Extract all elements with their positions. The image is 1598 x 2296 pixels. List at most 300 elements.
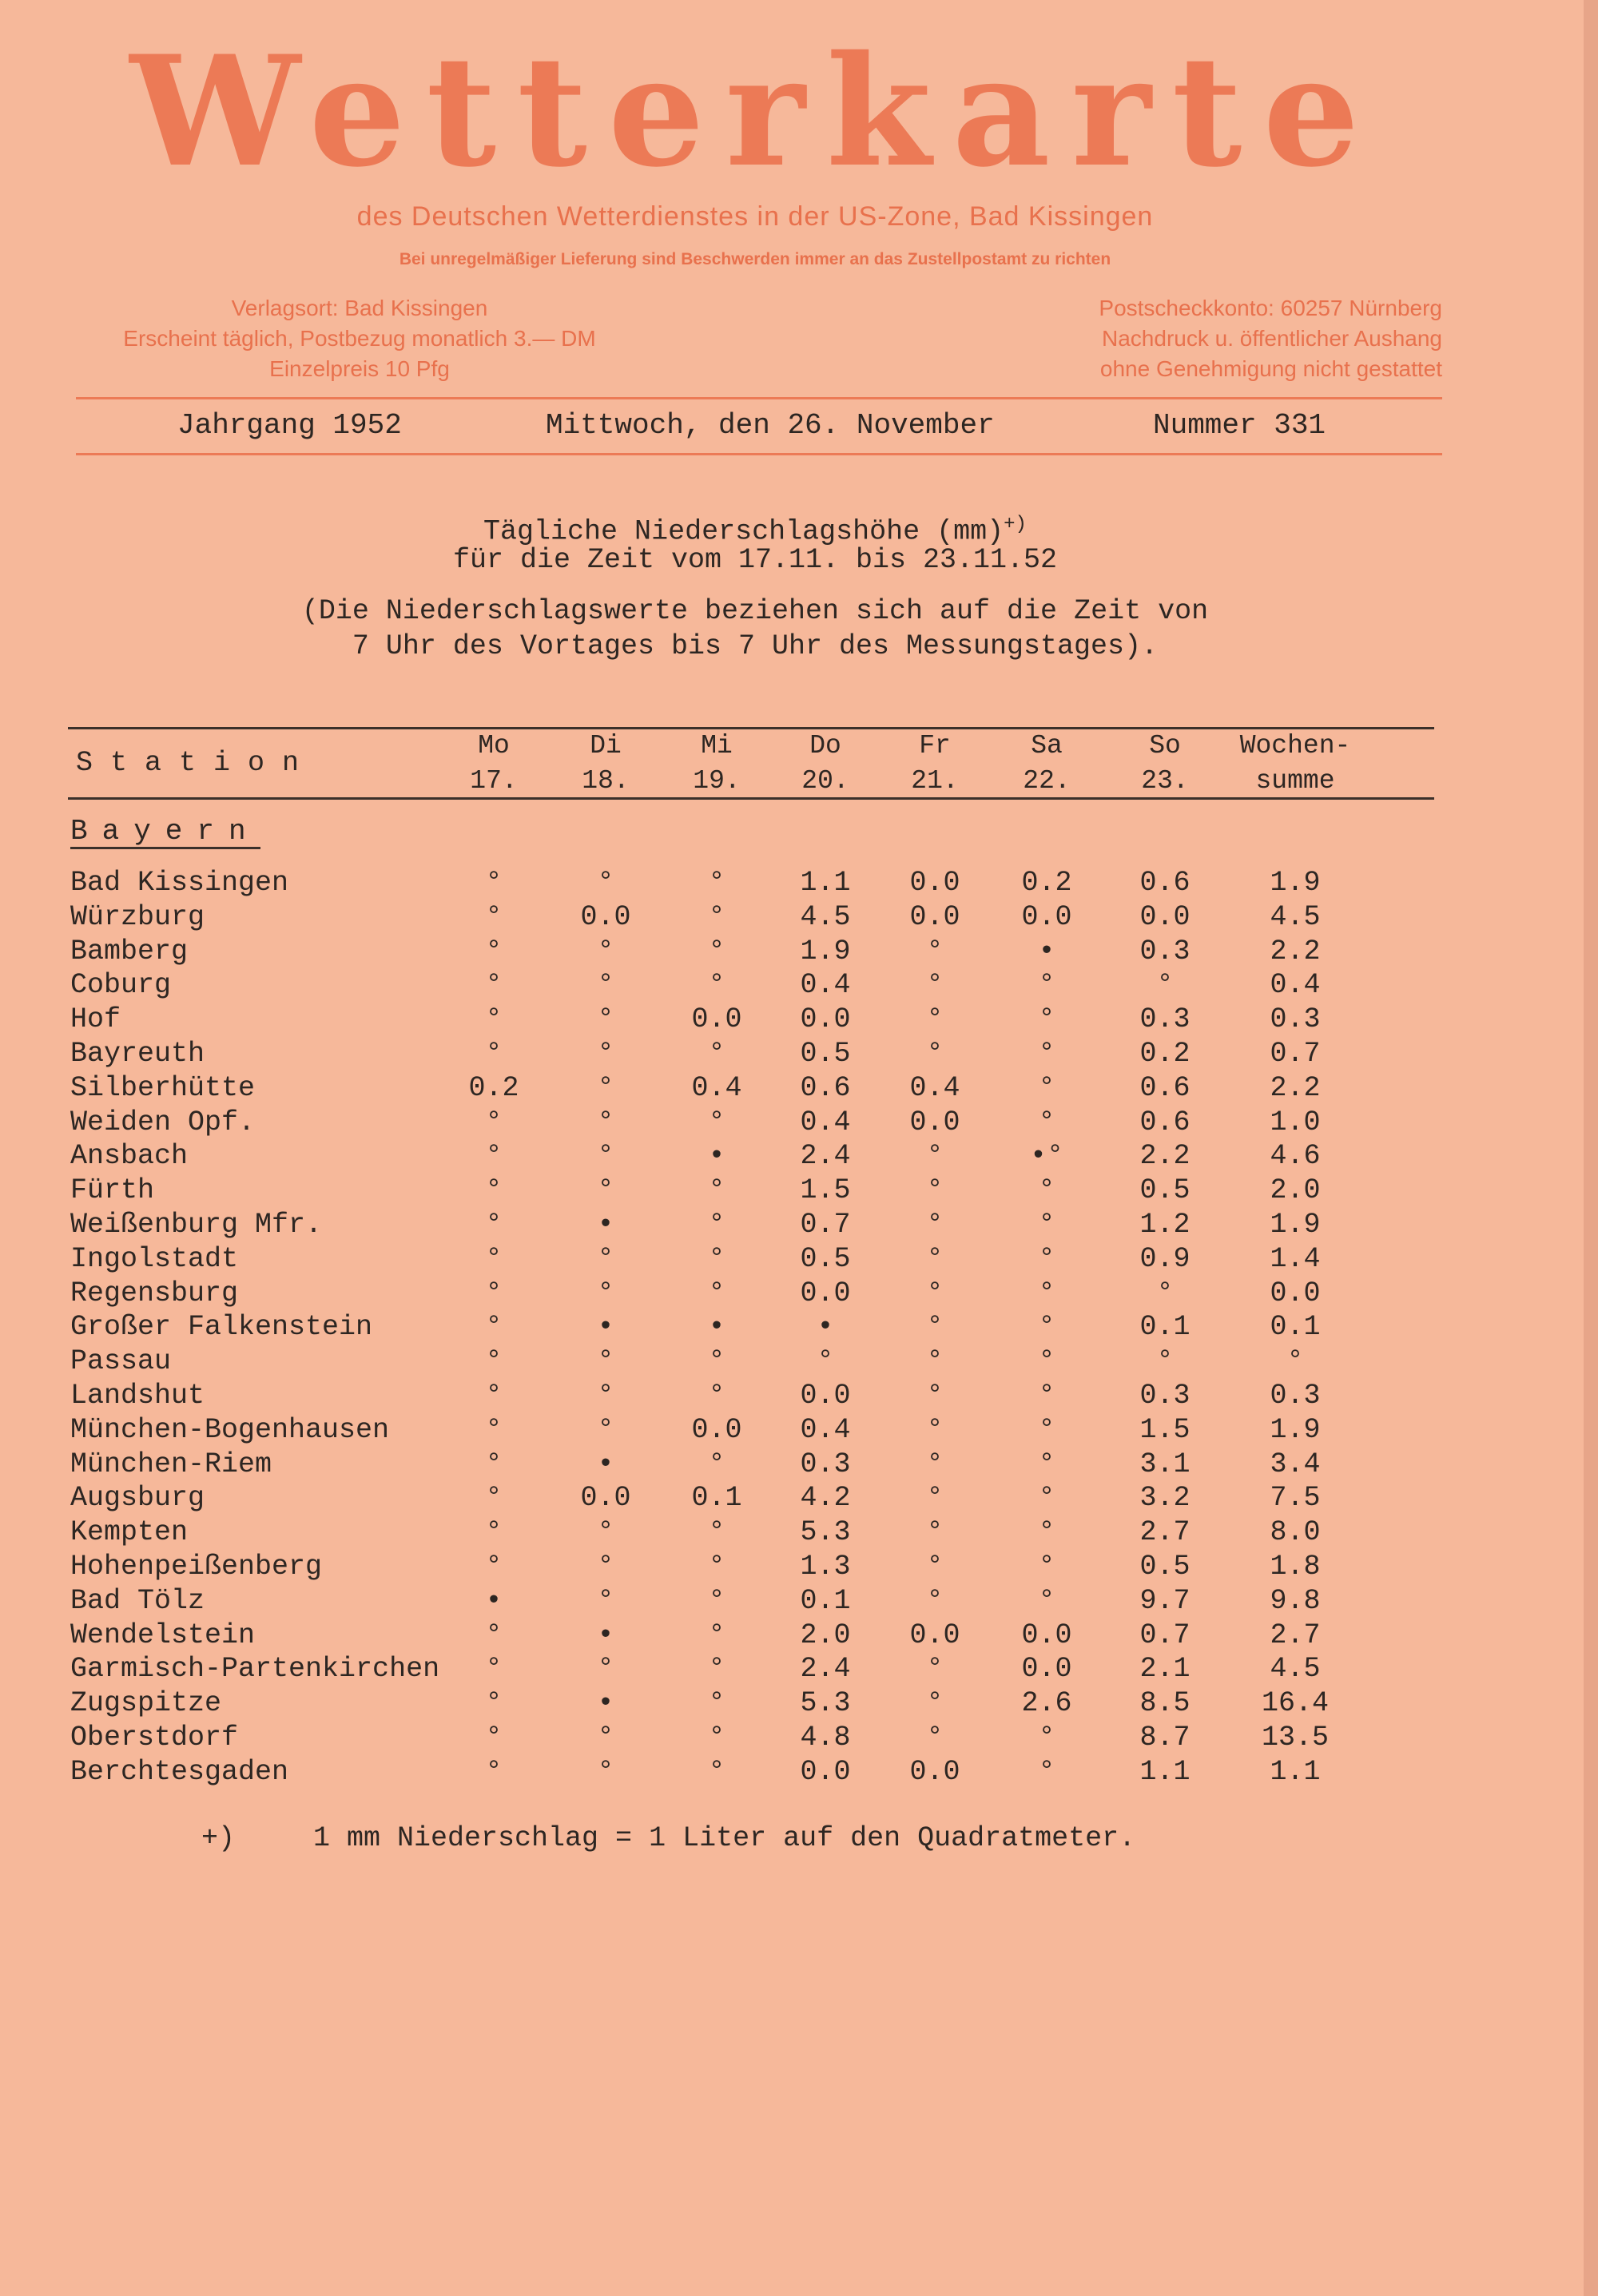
- table-row: [0, 1619, 1510, 1652]
- intro-note-1: (Die Niederschlagswerte beziehen sich auf die Zeit von: [301, 595, 1209, 627]
- precip-cell: 2.0: [800, 1619, 851, 1651]
- precip-cell: °: [597, 1174, 614, 1206]
- precip-cell: °: [597, 969, 614, 1001]
- station-name: Landshut: [70, 1380, 205, 1412]
- table-row: [0, 1755, 1510, 1789]
- precip-cell: °: [1038, 1174, 1055, 1206]
- station-name: Großer Falkenstein: [70, 1311, 373, 1343]
- precip-cell: 0.4: [800, 969, 851, 1001]
- footnote-mark: +): [201, 1822, 236, 1854]
- column-header-date: summe: [1255, 766, 1335, 796]
- weekly-sum-cell: 0.3: [1270, 1003, 1321, 1035]
- precip-cell: °: [1038, 1551, 1055, 1583]
- precip-cell: °: [708, 1619, 725, 1651]
- precip-cell: °: [708, 1174, 725, 1206]
- precip-cell: °: [1038, 1482, 1055, 1514]
- masthead-subtitle: des Deutschen Wetterdienstes in der US-Zone, Bad Kissingen: [356, 201, 1154, 232]
- table-row: [0, 1515, 1510, 1549]
- precip-cell: 0.3: [1139, 1003, 1191, 1035]
- precip-cell: °: [485, 1551, 503, 1583]
- precip-cell: °: [926, 1003, 944, 1035]
- precip-cell: °: [1038, 1516, 1055, 1548]
- precip-cell: 0.0: [691, 1003, 742, 1035]
- precip-cell: °: [708, 1687, 725, 1719]
- precip-cell: 0.6: [1139, 867, 1191, 899]
- precip-cell: •: [485, 1585, 503, 1617]
- precip-cell: °: [597, 1277, 614, 1309]
- precip-cell: °: [708, 1038, 725, 1070]
- precip-cell: 0.0: [800, 1277, 851, 1309]
- intro-note-2: 7 Uhr des Vortages bis 7 Uhr des Messungstages).: [352, 630, 1159, 662]
- region-heading: Bayern: [70, 815, 260, 848]
- column-header-date: 19.: [693, 766, 741, 796]
- station-name: Weißenburg Mfr.: [70, 1209, 323, 1241]
- precip-cell: °: [708, 1448, 725, 1480]
- station-name: Silberhütte: [70, 1072, 256, 1104]
- precip-cell: •: [597, 1687, 614, 1719]
- precip-cell: °: [1038, 1072, 1055, 1104]
- column-header-date: 20.: [801, 766, 849, 796]
- precip-cell: °: [597, 1003, 614, 1035]
- column-header-date: 18.: [582, 766, 630, 796]
- precip-cell: °: [1038, 1345, 1055, 1377]
- precip-cell: •: [597, 1448, 614, 1480]
- weekly-sum-cell: 9.8: [1270, 1585, 1321, 1617]
- weekly-sum-cell: 1.4: [1270, 1243, 1321, 1275]
- precip-cell: 2.6: [1021, 1687, 1072, 1719]
- precip-cell: °: [1038, 1038, 1055, 1070]
- weekly-sum-cell: 4.6: [1270, 1140, 1321, 1172]
- precip-cell: 0.1: [691, 1482, 742, 1514]
- column-header-date: 22.: [1023, 766, 1071, 796]
- weekly-sum-cell: 7.5: [1270, 1482, 1321, 1514]
- table-row: [0, 935, 1510, 968]
- weekly-sum-cell: 1.9: [1270, 1414, 1321, 1446]
- table-row: [0, 1106, 1510, 1139]
- precip-cell: 4.2: [800, 1482, 851, 1514]
- table-row: [0, 900, 1510, 934]
- precip-cell: °: [485, 1722, 503, 1754]
- weekly-sum-cell: 2.2: [1270, 935, 1321, 967]
- precip-cell: °: [485, 1003, 503, 1035]
- weekly-sum-cell: 0.0: [1270, 1277, 1321, 1309]
- precip-cell: °: [597, 1722, 614, 1754]
- station-name: Kempten: [70, 1516, 189, 1548]
- precip-cell: 0.2: [468, 1072, 519, 1104]
- table-row: [0, 1686, 1510, 1720]
- precip-cell: 0.3: [1139, 935, 1191, 967]
- precip-cell: °: [485, 1448, 503, 1480]
- precip-cell: °: [926, 1243, 944, 1275]
- footnote-text: 1 mm Niederschlag = 1 Liter auf den Quadratmeter.: [313, 1822, 1136, 1854]
- weekly-sum-cell: 16.4: [1261, 1687, 1329, 1719]
- column-header-day: Do: [809, 731, 841, 761]
- station-name: München-Riem: [70, 1448, 272, 1480]
- station-name: Hof: [70, 1003, 121, 1035]
- table-row: [0, 1208, 1510, 1241]
- header-rule-top: [76, 397, 1442, 399]
- precip-cell: °: [1156, 969, 1174, 1001]
- precip-cell: °: [597, 1140, 614, 1172]
- precip-cell: 0.0: [909, 1619, 960, 1651]
- precip-cell: 0.5: [1139, 1551, 1191, 1583]
- precip-cell: °: [485, 1756, 503, 1788]
- table-row: [0, 1310, 1510, 1344]
- weekly-sum-cell: 1.9: [1270, 1209, 1321, 1241]
- precip-cell: 0.0: [800, 1756, 851, 1788]
- precip-cell: °: [485, 1687, 503, 1719]
- weekly-sum-cell: 0.1: [1270, 1311, 1321, 1343]
- precip-cell: °: [926, 1414, 944, 1446]
- precip-cell: 8.5: [1139, 1687, 1191, 1719]
- precip-cell: °: [1038, 1722, 1055, 1754]
- precip-cell: °: [485, 1243, 503, 1275]
- table-row: [0, 1481, 1510, 1515]
- precip-cell: °: [485, 1414, 503, 1446]
- column-header-day: Sa: [1031, 731, 1063, 761]
- precip-cell: 0.0: [580, 901, 631, 933]
- precip-cell: °: [926, 1209, 944, 1241]
- column-header-day: So: [1149, 731, 1181, 761]
- weekly-sum-cell: 2.2: [1270, 1072, 1321, 1104]
- precip-cell: °: [485, 1106, 503, 1138]
- station-name: Bayreuth: [70, 1038, 205, 1070]
- precip-cell: °: [708, 1585, 725, 1617]
- table-row: [0, 1448, 1510, 1481]
- precip-cell: 0.0: [1021, 1619, 1072, 1651]
- precip-cell: °: [926, 935, 944, 967]
- publisher-line: Erscheint täglich, Postbezug monatlich 3.— DM: [123, 326, 596, 351]
- precip-cell: 0.7: [1139, 1619, 1191, 1651]
- precip-cell: 1.1: [800, 867, 851, 899]
- weekly-sum-cell: 4.5: [1270, 901, 1321, 933]
- table-rule-header: [68, 797, 1434, 800]
- precip-cell: 0.0: [691, 1414, 742, 1446]
- precip-cell: 0.0: [909, 901, 960, 933]
- station-name: Oberstdorf: [70, 1722, 239, 1754]
- precip-cell: 0.0: [909, 867, 960, 899]
- column-header-day: Fr: [919, 731, 951, 761]
- precip-cell: °: [1038, 1209, 1055, 1241]
- table-row: [0, 1277, 1510, 1310]
- precip-cell: •: [1038, 935, 1055, 967]
- masthead-title: Wetterkarte: [129, 22, 1381, 201]
- station-name: Berchtesgaden: [70, 1756, 289, 1788]
- precip-cell: 0.6: [1139, 1072, 1191, 1104]
- station-name: Passau: [70, 1345, 172, 1377]
- precip-cell: °: [485, 1380, 503, 1412]
- precip-cell: 8.7: [1139, 1722, 1191, 1754]
- precip-cell: °: [708, 1277, 725, 1309]
- column-header-date: 21.: [911, 766, 959, 796]
- publisher-line: Verlagsort: Bad Kissingen: [231, 296, 488, 320]
- precip-cell: °: [597, 935, 614, 967]
- precip-cell: °: [926, 1482, 944, 1514]
- precip-cell: 0.4: [800, 1106, 851, 1138]
- weekly-sum-cell: 13.5: [1261, 1722, 1329, 1754]
- precip-cell: °: [708, 1551, 725, 1583]
- precip-cell: °: [1038, 1277, 1055, 1309]
- precip-cell: 9.7: [1139, 1585, 1191, 1617]
- precip-cell: °: [597, 1380, 614, 1412]
- table-row: [0, 1550, 1510, 1583]
- precip-cell: °: [926, 1277, 944, 1309]
- precip-cell: °: [926, 1551, 944, 1583]
- weekly-sum-cell: 4.5: [1270, 1653, 1321, 1685]
- station-name: Ansbach: [70, 1140, 189, 1172]
- precip-cell: °: [1038, 1414, 1055, 1446]
- precip-cell: °: [485, 1345, 503, 1377]
- issue-number: Nummer 331: [1153, 409, 1326, 442]
- precip-cell: °: [485, 1174, 503, 1206]
- precip-cell: 5.3: [800, 1687, 851, 1719]
- precip-cell: °: [1038, 1003, 1055, 1035]
- station-name: Fürth: [70, 1174, 155, 1206]
- station-name: Wendelstein: [70, 1619, 256, 1651]
- precip-cell: °: [485, 1311, 503, 1343]
- precip-cell: °: [485, 1482, 503, 1514]
- precip-cell: °: [485, 1619, 503, 1651]
- table-row: [0, 968, 1510, 1002]
- precip-cell: °: [1038, 1243, 1055, 1275]
- precip-cell: •: [817, 1311, 834, 1343]
- weekly-sum-cell: 2.7: [1270, 1619, 1321, 1651]
- column-header-day: Mo: [478, 731, 510, 761]
- precip-cell: °: [926, 1722, 944, 1754]
- precip-cell: °: [485, 1038, 503, 1070]
- precip-cell: 4.5: [800, 901, 851, 933]
- precip-cell: °: [708, 935, 725, 967]
- precip-cell: °: [926, 1653, 944, 1685]
- precip-cell: °: [1038, 969, 1055, 1001]
- precip-cell: 3.2: [1139, 1482, 1191, 1514]
- precip-cell: °: [926, 1174, 944, 1206]
- weekly-sum-cell: 0.4: [1270, 969, 1321, 1001]
- precip-cell: °: [1156, 1345, 1174, 1377]
- precip-cell: °: [485, 867, 503, 899]
- complaint-note: Bei unregelmäßiger Lieferung sind Beschwerden immer an das Zustellpostamt zu richten: [399, 250, 1111, 268]
- precip-cell: °: [1038, 1756, 1055, 1788]
- precip-cell: 2.2: [1139, 1140, 1191, 1172]
- precip-cell: 0.5: [800, 1243, 851, 1275]
- publisher-info: [88, 293, 631, 384]
- precip-cell: °: [926, 1687, 944, 1719]
- precip-cell: •: [597, 1311, 614, 1343]
- header-rule-bottom: [76, 453, 1442, 455]
- precip-cell: °: [485, 1140, 503, 1172]
- intro-footnote-mark: +): [1004, 514, 1027, 535]
- weekly-sum-cell: 0.7: [1270, 1038, 1321, 1070]
- precip-cell: 0.0: [909, 1756, 960, 1788]
- table-row: [0, 866, 1510, 900]
- precip-cell: 1.9: [800, 935, 851, 967]
- precip-cell: °: [1038, 1380, 1055, 1412]
- precip-cell: °: [926, 1380, 944, 1412]
- precip-cell: °: [597, 1551, 614, 1583]
- table-row: [0, 1379, 1510, 1412]
- precip-cell: °: [597, 1106, 614, 1138]
- precip-cell: °: [708, 1106, 725, 1138]
- station-name: Coburg: [70, 969, 172, 1001]
- precip-cell: 3.1: [1139, 1448, 1191, 1480]
- precip-cell: °: [597, 1653, 614, 1685]
- publisher-line: Einzelpreis 10 Pfg: [269, 356, 450, 381]
- precip-cell: °: [708, 1653, 725, 1685]
- weekly-sum-cell: 3.4: [1270, 1448, 1321, 1480]
- table-row: [0, 1071, 1510, 1105]
- precip-cell: 1.3: [800, 1551, 851, 1583]
- precip-cell: 0.0: [1021, 901, 1072, 933]
- intro-period: für die Zeit vom 17.11. bis 23.11.52: [452, 544, 1058, 576]
- account-line: Postscheckkonto: 60257 Nürnberg: [1099, 296, 1442, 320]
- precip-cell: 0.4: [800, 1414, 851, 1446]
- station-name: Bamberg: [70, 935, 189, 967]
- precip-cell: °: [708, 867, 725, 899]
- precip-cell: °: [708, 1756, 725, 1788]
- precip-cell: 0.9: [1139, 1243, 1191, 1275]
- precip-cell: •°: [1029, 1140, 1063, 1172]
- station-name: Augsburg: [70, 1482, 205, 1514]
- weekly-sum-cell: 0.3: [1270, 1380, 1321, 1412]
- table-row: [0, 1721, 1510, 1754]
- account-line: ohne Genehmigung nicht gestattet: [1099, 356, 1442, 381]
- precip-cell: 0.6: [800, 1072, 851, 1104]
- precip-cell: °: [597, 1038, 614, 1070]
- station-name: Weiden Opf.: [70, 1106, 256, 1138]
- precip-cell: 0.5: [800, 1038, 851, 1070]
- precip-cell: 1.5: [800, 1174, 851, 1206]
- precip-cell: 0.6: [1139, 1106, 1191, 1138]
- precip-cell: °: [708, 1209, 725, 1241]
- weekly-sum-cell: 1.8: [1270, 1551, 1321, 1583]
- precip-cell: 0.0: [580, 1482, 631, 1514]
- precip-cell: 5.3: [800, 1516, 851, 1548]
- precip-cell: 0.7: [800, 1209, 851, 1241]
- precip-cell: °: [1156, 1277, 1174, 1309]
- precip-cell: 0.0: [800, 1380, 851, 1412]
- precip-cell: °: [708, 901, 725, 933]
- precip-cell: 0.4: [909, 1072, 960, 1104]
- weekly-sum-cell: 2.0: [1270, 1174, 1321, 1206]
- precip-cell: °: [597, 1345, 614, 1377]
- precip-cell: °: [926, 969, 944, 1001]
- precip-cell: °: [597, 1072, 614, 1104]
- account-line: Nachdruck u. öffentlicher Aushang: [1102, 326, 1442, 351]
- intro-title-text: Tägliche Niederschlagshöhe (mm): [483, 515, 1004, 548]
- issue-date: Mittwoch, den 26. November: [546, 409, 995, 442]
- precip-cell: °: [1038, 1106, 1055, 1138]
- precip-cell: °: [597, 867, 614, 899]
- precip-cell: 0.2: [1021, 867, 1072, 899]
- precip-cell: 1.2: [1139, 1209, 1191, 1241]
- precip-cell: 0.1: [1139, 1311, 1191, 1343]
- precip-cell: 0.5: [1139, 1174, 1191, 1206]
- precip-cell: °: [485, 1209, 503, 1241]
- precip-cell: °: [597, 1414, 614, 1446]
- precip-cell: °: [926, 1345, 944, 1377]
- station-name: Hohenpeißenberg: [70, 1551, 323, 1583]
- precip-cell: 1.1: [1139, 1756, 1191, 1788]
- precip-cell: 0.3: [1139, 1380, 1191, 1412]
- precip-cell: °: [926, 1140, 944, 1172]
- precip-cell: 4.8: [800, 1722, 851, 1754]
- precip-cell: 2.1: [1139, 1653, 1191, 1685]
- precip-cell: °: [485, 935, 503, 967]
- table-row: [0, 1139, 1510, 1173]
- station-name: Bad Kissingen: [70, 867, 289, 899]
- column-header-day: Di: [590, 731, 622, 761]
- issue-year: Jahrgang 1952: [177, 409, 402, 442]
- station-header: Station: [76, 747, 317, 779]
- precip-cell: °: [708, 1345, 725, 1377]
- station-name: Garmisch-Partenkirchen: [70, 1653, 440, 1685]
- precip-cell: 0.2: [1139, 1038, 1191, 1070]
- column-header-date: 17.: [470, 766, 518, 796]
- precip-cell: °: [485, 969, 503, 1001]
- precip-cell: °: [708, 969, 725, 1001]
- precip-cell: °: [1038, 1311, 1055, 1343]
- precip-cell: °: [485, 1653, 503, 1685]
- column-header-date: 23.: [1141, 766, 1189, 796]
- weekly-sum-cell: 8.0: [1270, 1516, 1321, 1548]
- precip-cell: °: [485, 1277, 503, 1309]
- precip-cell: °: [597, 1516, 614, 1548]
- page-edge: [1584, 0, 1598, 2296]
- precip-cell: °: [485, 1516, 503, 1548]
- precip-cell: •: [597, 1619, 614, 1651]
- precip-cell: °: [597, 1243, 614, 1275]
- station-name: Würzburg: [70, 901, 205, 933]
- precip-cell: °: [817, 1345, 834, 1377]
- table-row: [0, 1345, 1510, 1378]
- precip-cell: 2.4: [800, 1653, 851, 1685]
- station-name: Zugspitze: [70, 1687, 222, 1719]
- precip-cell: 1.5: [1139, 1414, 1191, 1446]
- precip-cell: 0.0: [909, 1106, 960, 1138]
- precip-cell: °: [926, 1516, 944, 1548]
- table-row: [0, 1413, 1510, 1447]
- station-name: München-Bogenhausen: [70, 1414, 390, 1446]
- station-name: Bad Tölz: [70, 1585, 205, 1617]
- weekly-sum-cell: 1.0: [1270, 1106, 1321, 1138]
- table-row: [0, 1174, 1510, 1207]
- precip-cell: 0.4: [691, 1072, 742, 1104]
- precip-cell: °: [708, 1243, 725, 1275]
- precip-cell: °: [926, 1585, 944, 1617]
- table-row: [0, 1037, 1510, 1071]
- precip-cell: °: [485, 901, 503, 933]
- precip-cell: °: [926, 1038, 944, 1070]
- precip-cell: °: [1038, 1448, 1055, 1480]
- precip-cell: °: [1038, 1585, 1055, 1617]
- precip-cell: °: [708, 1722, 725, 1754]
- column-header-day: Wochen-: [1239, 731, 1351, 761]
- precip-cell: °: [926, 1311, 944, 1343]
- precip-cell: •: [597, 1209, 614, 1241]
- weekly-sum-cell: °: [1286, 1345, 1304, 1377]
- table-row: [0, 1003, 1510, 1036]
- precip-cell: 0.1: [800, 1585, 851, 1617]
- weekly-sum-cell: 1.9: [1270, 867, 1321, 899]
- station-name: Regensburg: [70, 1277, 239, 1309]
- precip-cell: °: [597, 1585, 614, 1617]
- column-header-day: Mi: [701, 731, 733, 761]
- precip-cell: 0.0: [800, 1003, 851, 1035]
- precip-cell: 0.0: [1139, 901, 1191, 933]
- account-info: [1023, 293, 1442, 384]
- precip-cell: 2.7: [1139, 1516, 1191, 1548]
- station-name: Ingolstadt: [70, 1243, 239, 1275]
